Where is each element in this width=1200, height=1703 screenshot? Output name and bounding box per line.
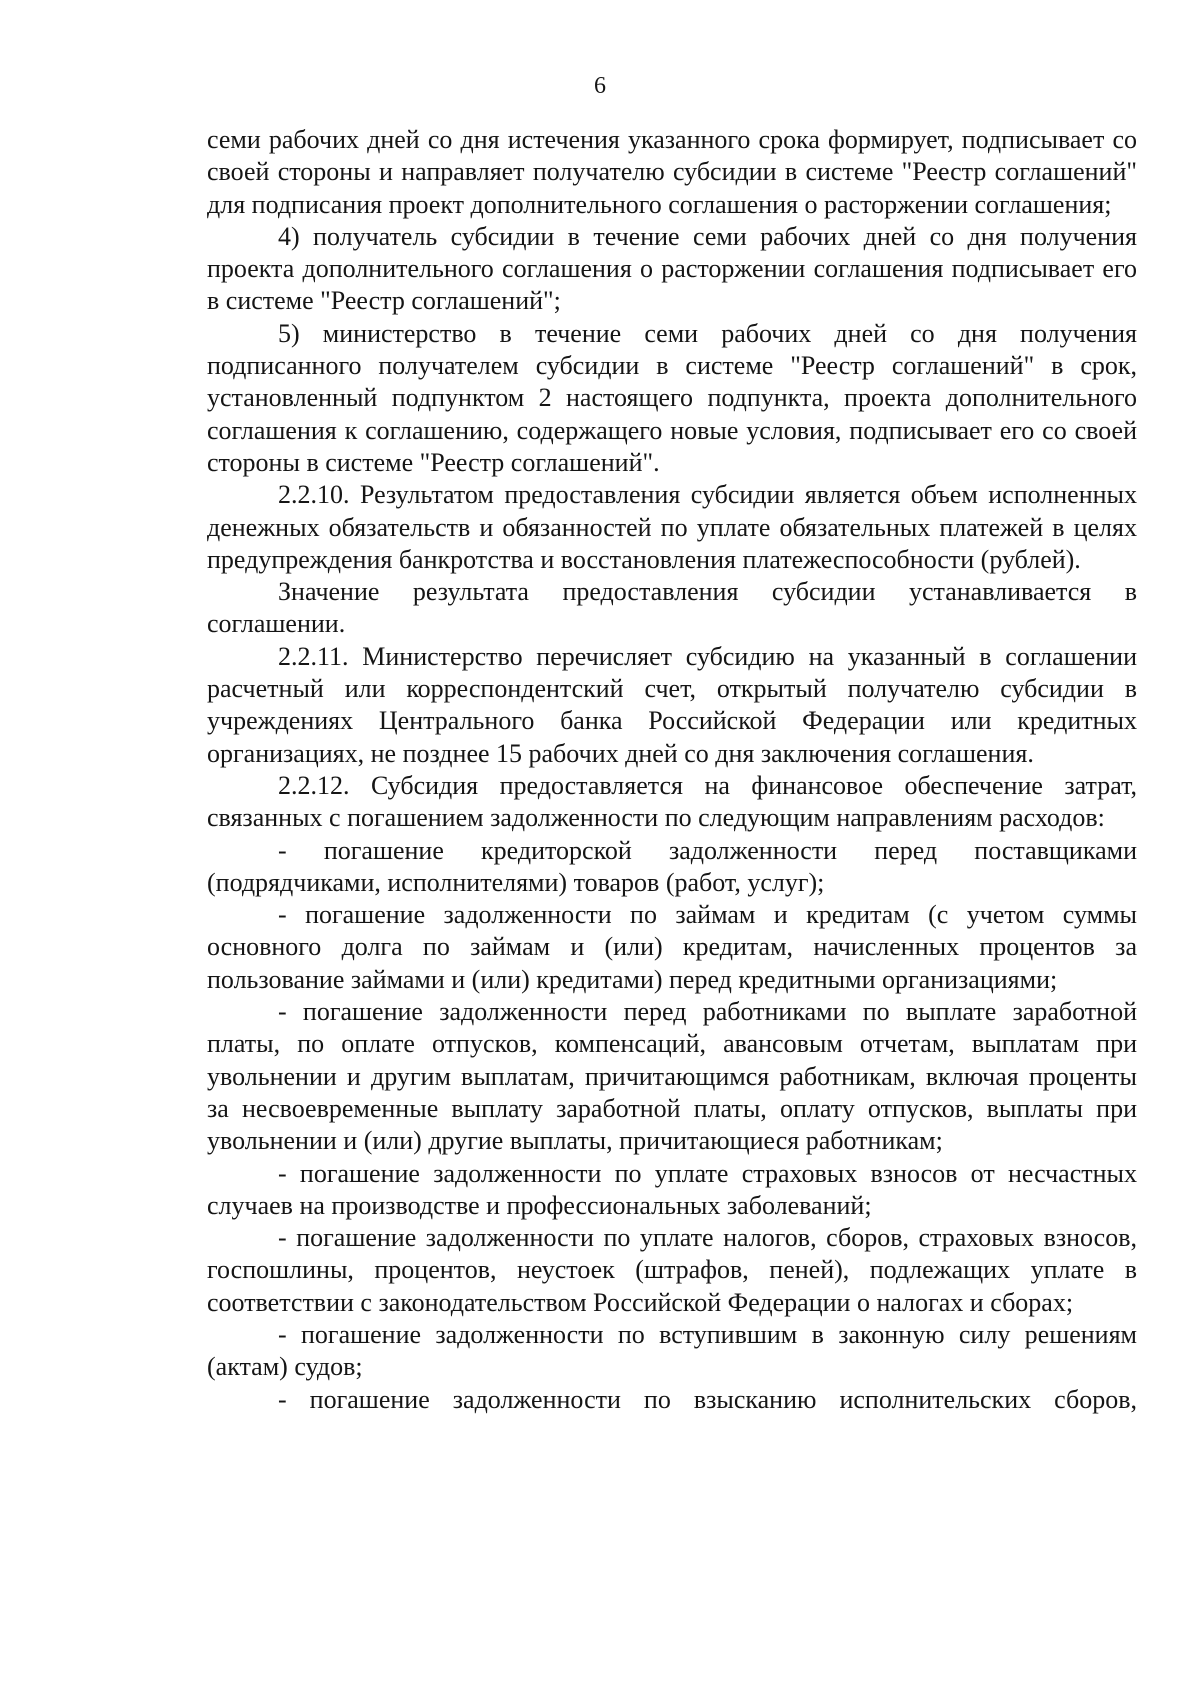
page-number: 6 bbox=[594, 73, 606, 99]
paragraph: - погашение кредиторской задолженности перед поставщиками (подрядчиками, исполнителями) товаров (работ, услуг); bbox=[207, 835, 1137, 897]
paragraph: 2.2.12. Субсидия предоставляется на финансовое обеспечение затрат, связанных с погашением задолженности по следующим направлениям расходов: bbox=[207, 770, 1137, 833]
paragraph: 4) получатель субсидии в течение семи рабочих дней со дня получения проекта дополнительного соглашения о расторжении соглашения подписывает его в системе "Реестр соглашений"; bbox=[207, 221, 1137, 316]
paragraph: семи рабочих дней со дня истечения указанного срока формирует, подписывает со своей стороны и направляет получателю субсидии в системе "Реестр соглашений" для подписания проект дополнительного соглашения о расторжении соглашения; bbox=[207, 125, 1137, 219]
paragraph: - погашение задолженности по взысканию исполнительских сборов, bbox=[278, 1384, 1137, 1414]
paragraph: 2.2.11. Министерство перечисляет субсидию на указанный в соглашении расчетный или корреспондентский счет, открытый получателю субсидии в учреждениях Центрального банка Российской Федерации или кредитных организациях, не позднее 15 рабочих дней со дня заключения соглашения. bbox=[207, 641, 1137, 768]
paragraph: 2.2.10. Результатом предоставления субсидии является объем исполненных денежных обязательств и обязанностей по уплате обязательных платежей в целях предупреждения банкротства и восстановления платежеспособности (рублей). bbox=[207, 480, 1137, 574]
paragraph: - погашение задолженности по займам и кредитам (с учетом суммы основного долга по займам и (или) кредитам, начисленных процентов за пользование займами и (или) кредитами) перед кредитными организациями; bbox=[207, 900, 1137, 994]
paragraph: - погашение задолженности по уплате налогов, сборов, страховых взносов, госпошлины, процентов, неустоек (штрафов, пеней), подлежащих уплате в соответствии с законодательством Российской Федерации о налогах и сборах; bbox=[207, 1223, 1137, 1317]
paragraph: 5) министерство в течение семи рабочих дней со дня получения подписанного получателем субсидии в системе "Реестр соглашений" в срок, установленный подпунктом 2 настоящего подпункта, проекта дополнительного соглашения к соглашению, содержащего новые условия, подписывает его со своей стороны в системе "Реестр соглашений". bbox=[207, 318, 1137, 477]
document-body bbox=[207, 124, 1137, 1416]
paragraph: Значение результата предоставления субсидии устанавливается в соглашении. bbox=[207, 577, 1137, 639]
paragraph: - погашение задолженности перед работниками по выплате заработной платы, по оплате отпусков, компенсаций, авансовым отчетам, выплатам при увольнении и другим выплатам, причитающимся работникам, включая проценты за несвоевременные выплату заработной платы, оплату отпусков, выплаты при увольнении и (или) другие выплаты, причитающиеся работникам; bbox=[207, 997, 1137, 1156]
paragraph: - погашение задолженности по уплате страховых взносов от несчастных случаев на производстве и профессиональных заболеваний; bbox=[207, 1158, 1137, 1220]
paragraph: - погашение задолженности по вступившим в законную силу решениям (актам) судов; bbox=[207, 1319, 1137, 1382]
